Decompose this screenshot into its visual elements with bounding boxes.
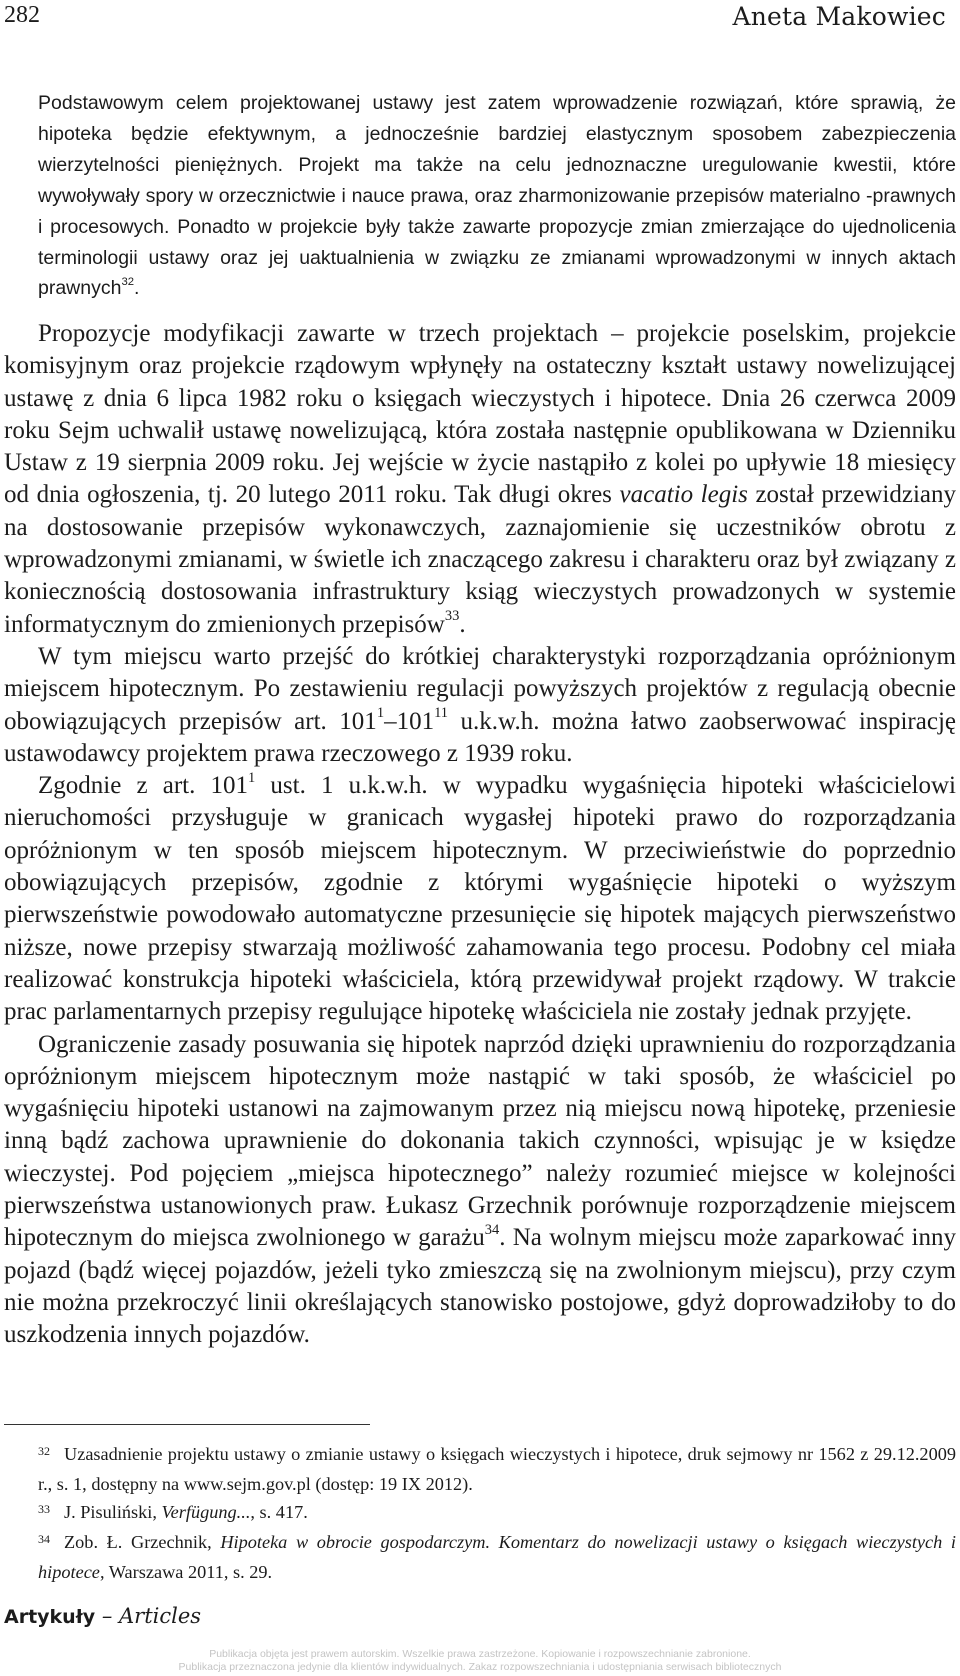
paragraph-3: [4, 770, 956, 1028]
copyright-notice-line-1: Publikacja objęta jest prawem autorskim. Wszelkie prawa zastrzeżone. Kopiowanie i rozpowszechnianie zabronione.: [209, 1648, 751, 1660]
superscript: 1: [248, 769, 256, 786]
copyright-notice-line-2: Publikacja przeznaczona jedynie dla klientów indywidualnych. Zakaz rozpowszechniania i udostępniania serwisach bibliotecznych: [178, 1661, 782, 1673]
running-head-author: Aneta Makowiec: [732, 2, 946, 31]
section-label: [4, 1604, 201, 1628]
copyright-notice: [0, 1648, 960, 1674]
section-label-dash: –: [95, 1604, 119, 1628]
paragraph-1-text: Propozycje modyfikacji zawarte w trzech projektach – projekcie poselskim, projekcie komisyjnym oraz projekcie rządowym wpłynęły na ostateczny kształt ustawy nowelizującej ustawę z dnia 6 lipca 1982 roku o księgach wieczystych i hipotece. Dnia 26 czerwca 2009 roku Sejm uchwalił ustawę nowelizującą, która została następnie opublikowana w Dzienniku Ustaw z 19 sierpnia 2009 roku. Jej wejście w życie nastąpiło z kolei po upływie 18 miesięcy od dnia ogłoszenia, tj. 20 lutego 2011 roku. Tak długi okres: [4, 320, 956, 509]
paragraph-2-text-cont: –101: [384, 707, 435, 735]
footnote-ref-32: 32: [121, 276, 135, 289]
superscript: 11: [434, 705, 449, 722]
paragraph-4-text-cont: . Na wolnym miejscu może zaparkować inny pojazd (bądź więcej pojazdów, jeżeli tyko zmieszczą się na zwolnionym miejscu), przy czym nie można przekroczyć linii określających stanowisko postojowe, gdyż doprowadziłoby to do uszkodzenia innych pojazdów.: [4, 1224, 956, 1349]
footnote-34: [4, 1528, 956, 1586]
footnote-number: 33: [38, 1502, 50, 1516]
footnote-text: J. Pisuliński,: [64, 1502, 162, 1522]
paragraph-2-text: W tym miejscu warto przejść do krótkiej charakterystyki rozporządzania opróżnionym miejscem hipotecznym. Po zestawieniu regulacji powyższych projektów z regulacją obecnie obowiązujących przepisów art. 101: [4, 642, 956, 735]
paragraph-2: [4, 641, 956, 770]
footnote-italic: Hipoteka w obrocie gospodarczym. Komentarz do nowelizacji ustawy o księgach wieczystych i hipotece: [38, 1532, 957, 1582]
section-label-polish: Artykuły: [4, 1606, 96, 1628]
footnote-number: 34: [38, 1532, 50, 1546]
page-number: 282: [4, 2, 40, 28]
paragraph-3-text: Zgodnie z art. 101: [38, 772, 248, 800]
footnote-text: Uzasadnienie projektu ustawy o zmianie ustawy o księgach wieczystych i hipotece, druk sejmowy nr 1562 z 29.12.2009 r., s. 1, dostępny na www.sejm.gov.pl (dostęp: 19 IX 2012).: [38, 1444, 956, 1494]
paragraph-4: [4, 1029, 956, 1352]
paragraph-2-text-end: u.k.w.h. można łatwo zaobserwować inspirację ustawodawcy projektem prawa rzeczowego z 1939 roku.: [4, 707, 956, 767]
paragraph-3-text-cont: ust. 1 u.k.w.h. w wypadku wygaśnięcia hipoteki właścicielowi nieruchomości przysługuje w granicach wygasłej hipoteki prawo do rozporządzania opróżnionym w ten sposób miejscem hipotecznym. W przeciwieństwie do poprzednio obowiązujących przepisów, zgodnie z którymi wygaśnięcie hipoteki o wyższym pierwszeństwie powodowało automatyczne przesunięcie się hipotek mających pierwszeństwo niższe, nowe przepisy stwarzają możliwość zahamowania tego procesu. Podobny cel miała realizować konstrukcja hipoteki właściciela, którą przewidywał projekt rządowy. W trakcie prac parlamentarnych przepisy regulujące hipotekę właściciela nie zostały jednak przyjęte.: [4, 772, 956, 1026]
footnote-divider: [4, 1424, 370, 1425]
footnote-number: 32: [38, 1444, 50, 1458]
footnote-ref-33: 33: [444, 608, 460, 625]
block-quote: Podstawowym celem projektowanej ustawy jest zatem wprowadzenie rozwiązań, które sprawią, że hipoteka będzie efektywnym, a jednocześnie bardziej elastycznym sposobem zabezpieczenia wierzytelności pieniężnych. Projekt ma także na celu jednoznaczne uregulowanie kwestii, które wywoływały spory w orzecznictwie i nauce prawa, oraz zharmonizowanie przepisów materialno -prawnych i procesowych. Ponadto w projekcie były także zawarte propozycje zmian zmierzające do ujednolicenia terminologii ustawy oraz jej uaktualnienia w związku ze zmianami wprowadzonymi w innych aktach prawnych$^{32}$.: [38, 92, 956, 300]
footnotes: [4, 1440, 956, 1586]
quote-text: Podstawowym celem projektowanej ustawy jest zatem wprowadzenie rozwiązań, które sprawią, że hipoteka będzie efektywnym, a jednocześnie bardziej elastycznym sposobem zabezpieczenia wierzytelności pieniężnych. Projekt ma także na celu jednoznaczne uregulowanie kwestii, które wywoływały spory w orzecznictwie i nauce prawa, oraz zharmonizowanie przepisów materialno -prawnych i procesowych. Ponadto w projekcie były także zawarte propozycje zmian zmierzające do ujednolicenia terminologii ustawy oraz jej uaktualnienia w związku ze zmianami wprowadzonymi w innych aktach prawnych: [38, 92, 956, 300]
paragraph-1: Propozycje modyfikacji zawarte w trzech projektach – projekcie poselskim, projekcie komisyjnym oraz projekcie rządowym wpłynęły na ostateczny kształt ustawy nowelizującej ustawę z dnia 6 lipca 1982 roku o księgach wieczystych i hipotece. Dnia 26 czerwca 2009 roku Sejm uchwalił ustawę nowelizującą, która została następnie opublikowana w Dzienniku Ustaw z 19 sierpnia 2009 roku. Jej wejście w życie nastąpiło z kolei po upływie 18 miesięcy od dnia ogłoszenia, tj. 20 lutego 2011 roku. Tak długi okres vacatio legis został przewidziany na dostosowanie przepisów wykonawczych, zaznajomienie się uczestników obrotu z wprowadzonymi zmianami, w świetle ich znaczącego zakresu i charakteru oraz był związany z koniecznością dostosowania infrastruktury ksiąg wieczystych prowadzonych w systemie informatycznym do zmienionych przepisów$^{33}$.: [4, 320, 956, 638]
footnote-text-end: , Warszawa 2011, s. 29.: [99, 1562, 273, 1582]
paragraph-4-text: Ograniczenie zasady posuwania się hipotek naprzód dzięki uprawnieniu do rozporządzania opróżnionym miejscem hipotecznym może nastąpić w taki sposób, że właściciel po wygaśnięciu hipoteki ustanowi na zajmowanym przez nią miejscu nową hipotekę, przeniesie inną bądź zachowa uprawnienie do dokonania takich czynności, wpisując je w księdze wieczystej. Pod pojęciem „miejsca hipotecznego” należy rozumieć miejsce w kolejności pierwszeństwa ustanowionych praw. Łukasz Grzechnik porównuje rozporządzenie miejscem hipotecznym do miejsca zwolnionego w garażu: [4, 1030, 956, 1252]
main-text: [4, 318, 956, 1352]
italic-term: vacatio legis: [619, 481, 748, 509]
footnote-text: Zob. Ł. Grzechnik,: [64, 1532, 221, 1552]
footnote-text-end: , s. 417.: [250, 1502, 308, 1522]
paragraph-1-text-cont: został przewidziany na dostosowanie przepisów wykonawczych, zaznajomienie się uczestników obrotu z wprowadzonymi zmianami, w świetle ich znaczącego zakresu i charakteru oraz był związany z koniecznością dostosowania infrastruktury ksiąg wieczystych prowadzonych w systemie informatycznym do zmienionych przepisów: [4, 481, 956, 638]
section-label-english: Articles: [119, 1604, 202, 1628]
footnote-italic: Verfügung...: [161, 1502, 251, 1522]
footnote-ref-34: 34: [484, 1221, 500, 1238]
superscript: 1: [376, 705, 385, 722]
footnote-33: [4, 1498, 956, 1528]
footnote-32: [4, 1440, 956, 1498]
